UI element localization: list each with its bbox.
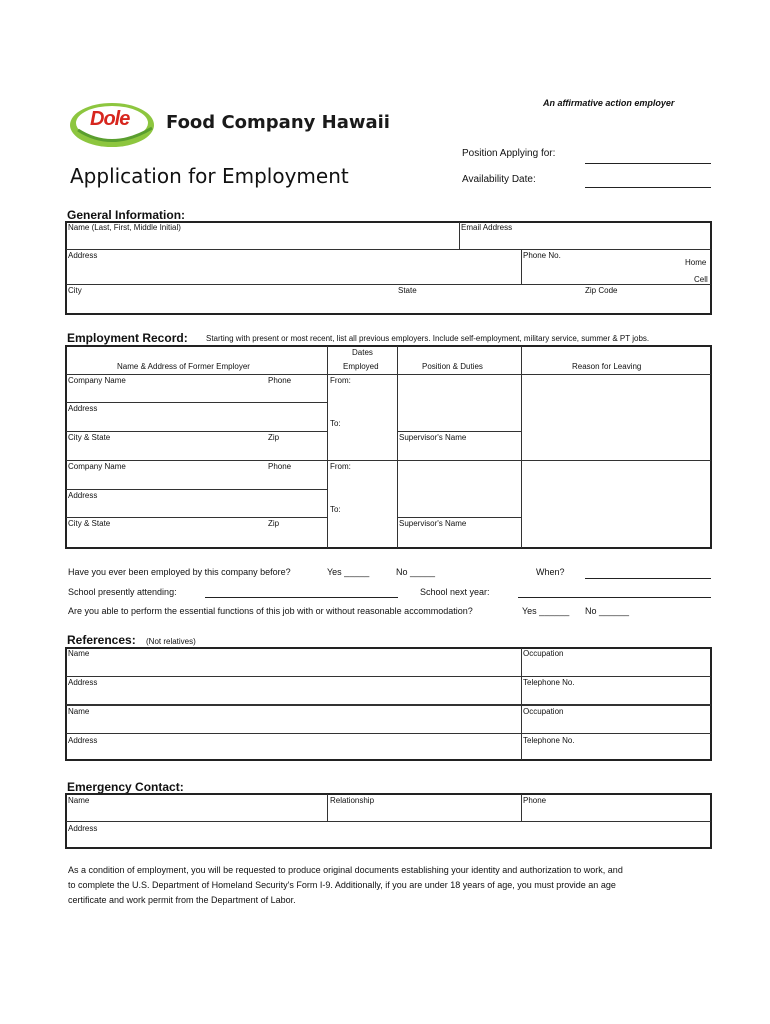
- emergency-phone-label[interactable]: Phone: [523, 796, 547, 805]
- zip-label-2[interactable]: Zip: [268, 519, 280, 528]
- footer-line-3: certificate and work permit from the Department of Labor.: [68, 895, 296, 905]
- ref2-name-label[interactable]: Name: [68, 707, 90, 716]
- name-field-label[interactable]: Name (Last, First, Middle Initial): [68, 223, 181, 232]
- general-heading: General Information:: [67, 208, 186, 222]
- ref1-name-label[interactable]: Name: [68, 649, 90, 658]
- company-phone-label[interactable]: Phone: [268, 376, 292, 385]
- availability-field[interactable]: [585, 187, 711, 188]
- logo-text: Dole: [90, 108, 130, 130]
- company-address-label[interactable]: Address: [68, 404, 98, 413]
- company-name-label[interactable]: Company Name: [68, 376, 126, 385]
- references-heading: References:: [67, 633, 136, 647]
- ref2-telephone-label[interactable]: Telephone No.: [523, 736, 575, 745]
- school-next-field[interactable]: [518, 597, 711, 598]
- ref1-telephone-label[interactable]: Telephone No.: [523, 678, 575, 687]
- city-field-label[interactable]: City: [68, 286, 82, 295]
- col-reason: Reason for Leaving: [572, 362, 642, 371]
- to-label-2[interactable]: To:: [330, 505, 341, 514]
- city-state-label-2[interactable]: City & State: [68, 519, 111, 528]
- phone-field-label[interactable]: Phone No.: [523, 251, 561, 260]
- ref2-address-label[interactable]: Address: [68, 736, 98, 745]
- essential-functions-question: Are you able to perform the essential functions of this job with or without reasonable accommodation?: [68, 606, 473, 616]
- supervisor-label[interactable]: Supervisor's Name: [399, 433, 467, 442]
- from-label-2[interactable]: From:: [330, 462, 351, 471]
- company-name-label-2[interactable]: Company Name: [68, 462, 126, 471]
- footer-notice: [68, 863, 623, 908]
- emergency-name-label[interactable]: Name: [68, 796, 90, 805]
- company-address-label-2[interactable]: Address: [68, 491, 98, 500]
- general-info-box: [65, 221, 712, 315]
- from-label[interactable]: From:: [330, 376, 351, 385]
- when-field[interactable]: [585, 578, 711, 579]
- ref1-address-label[interactable]: Address: [68, 678, 98, 687]
- employment-box: [65, 345, 712, 549]
- employment-heading: Employment Record:: [67, 331, 188, 345]
- footer-line-2: to complete the U.S. Department of Homeland Security's Form I-9. Additionally, if you are under 18 years of age, you must provide an age: [68, 880, 616, 890]
- position-field[interactable]: [585, 163, 711, 164]
- school-present-label: School presently attending:: [68, 587, 177, 597]
- zip-field-label[interactable]: Zip Code: [585, 286, 618, 295]
- affirmative-action-note: An affirmative action employer: [543, 98, 675, 108]
- employed-before-no[interactable]: No _____: [396, 567, 436, 577]
- zip-label[interactable]: Zip: [268, 433, 280, 442]
- home-phone-label: Home: [685, 258, 707, 267]
- availability-label: Availability Date:: [462, 174, 536, 185]
- position-label: Position Applying for:: [462, 148, 556, 159]
- cell-phone-label: Cell: [694, 275, 708, 284]
- ref1-occupation-label[interactable]: Occupation: [523, 649, 564, 658]
- col-dates-1: Dates: [352, 348, 373, 357]
- dole-logo: [68, 100, 160, 150]
- state-field-label[interactable]: State: [398, 286, 417, 295]
- company-phone-label-2[interactable]: Phone: [268, 462, 292, 471]
- school-next-label: School next year:: [420, 587, 490, 597]
- company-name: Food Company Hawaii: [166, 112, 390, 133]
- references-note: (Not relatives): [146, 637, 196, 646]
- ref2-occupation-label[interactable]: Occupation: [523, 707, 564, 716]
- emergency-address-label[interactable]: Address: [68, 824, 98, 833]
- employment-note: Starting with present or most recent, list all previous employers. Include self-employment, military service, summer & PT jobs.: [206, 334, 650, 343]
- essential-no[interactable]: No ______: [585, 606, 630, 616]
- footer-line-1: As a condition of employment, you will be requested to produce original documents establishing your identity and authorization to work, and: [68, 865, 623, 875]
- city-state-label[interactable]: City & State: [68, 433, 111, 442]
- col-dates-2: Employed: [343, 362, 379, 371]
- email-field-label[interactable]: Email Address: [461, 223, 513, 232]
- col-position: Position & Duties: [422, 362, 483, 371]
- col-employer: Name & Address of Former Employer: [117, 362, 250, 371]
- supervisor-label-2[interactable]: Supervisor's Name: [399, 519, 467, 528]
- when-label: When?: [536, 567, 565, 577]
- emergency-heading: Emergency Contact:: [67, 780, 184, 794]
- emergency-relationship-label[interactable]: Relationship: [330, 796, 375, 805]
- page-title: Application for Employment: [70, 164, 349, 188]
- essential-yes[interactable]: Yes ______: [522, 606, 570, 616]
- employed-before-yes[interactable]: Yes _____: [327, 567, 370, 577]
- employed-before-question: Have you ever been employed by this company before?: [68, 567, 291, 577]
- to-label[interactable]: To:: [330, 419, 341, 428]
- address-field-label[interactable]: Address: [68, 251, 98, 260]
- school-present-field[interactable]: [205, 597, 398, 598]
